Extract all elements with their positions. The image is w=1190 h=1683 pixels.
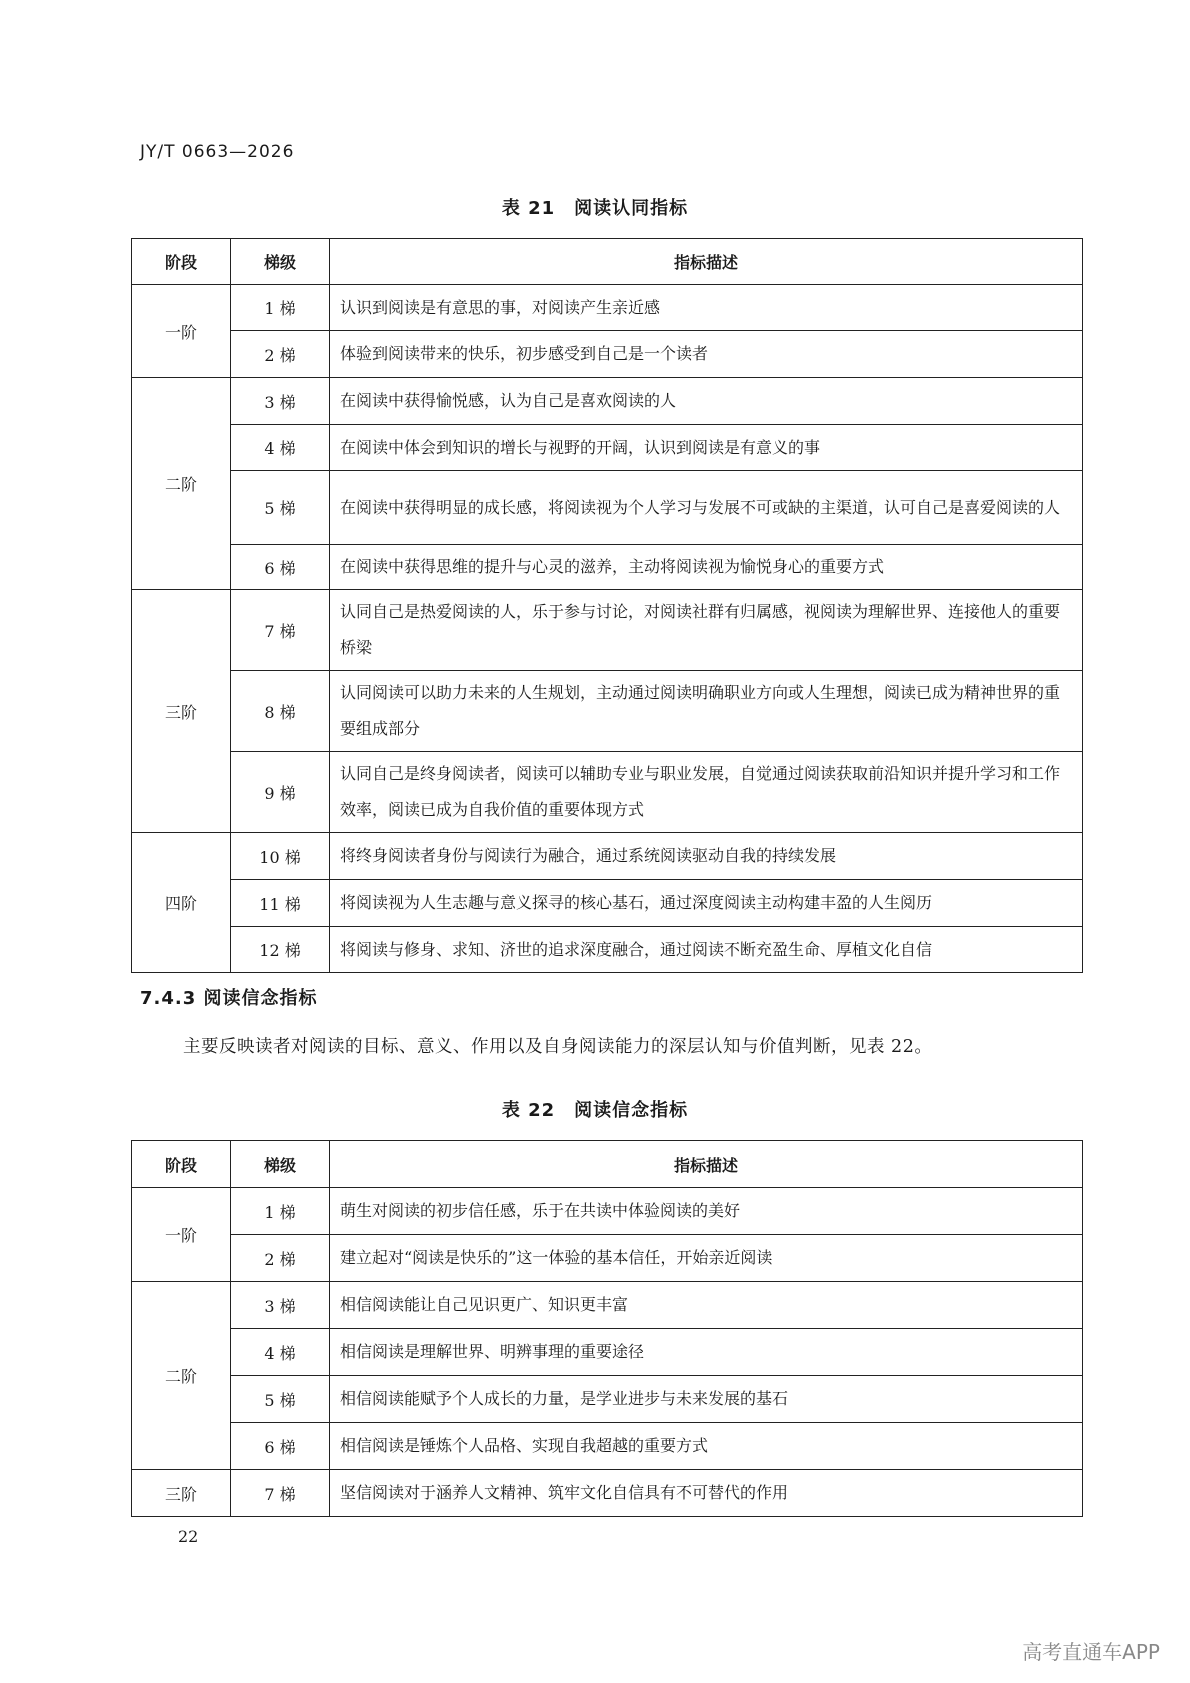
description-cell: 建立起对“阅读是快乐的”这一体验的基本信任，开始亲近阅读 [330,1235,1083,1282]
description-cell: 在阅读中体会到知识的增长与视野的开阔，认识到阅读是有意义的事 [330,425,1083,471]
column-header-description: 指标描述 [330,239,1083,285]
table-row [132,545,1083,590]
stage-cell: 三阶 [132,590,231,833]
column-header-description: 指标描述 [330,1141,1083,1188]
description-cell: 在阅读中获得思维的提升与心灵的滋养，主动将阅读视为愉悦身心的重要方式 [330,545,1083,590]
description-cell: 萌生对阅读的初步信任感，乐于在共读中体验阅读的美好 [330,1188,1083,1235]
level-cell: 2 梯 [231,331,330,378]
description-cell: 认同自己是热爱阅读的人，乐于参与讨论，对阅读社群有归属感，视阅读为理解世界、连接他人的重要桥梁 [330,590,1083,671]
table-row [132,590,1083,671]
table-row [132,1188,1083,1235]
table-row [132,471,1083,545]
stage-cell: 四阶 [132,833,231,973]
description-cell: 在阅读中获得明显的成长感，将阅读视为个人学习与发展不可或缺的主渠道，认可自己是喜爱阅读的人 [330,471,1083,545]
table-row [132,671,1083,752]
column-header-level: 梯级 [231,239,330,285]
table22-header-row [132,1141,1083,1188]
description-cell: 体验到阅读带来的快乐，初步感受到自己是一个读者 [330,331,1083,378]
table-row [132,285,1083,331]
description-cell: 相信阅读能让自己见识更广、知识更丰富 [330,1282,1083,1329]
table-row [132,752,1083,833]
level-cell: 4 梯 [231,1329,330,1376]
level-cell: 3 梯 [231,378,330,425]
table-row [132,880,1083,927]
document-code: JY/T 0663—2026 [140,142,295,162]
section-heading: 7.4.3 阅读信念指标 [140,988,318,1009]
description-cell: 将终身阅读者身份与阅读行为融合，通过系统阅读驱动自我的持续发展 [330,833,1083,880]
table-row [132,425,1083,471]
description-cell: 相信阅读能赋予个人成长的力量，是学业进步与未来发展的基石 [330,1376,1083,1423]
table21-title: 表 21 阅读认同指标 [501,198,689,219]
section-paragraph: 主要反映读者对阅读的目标、意义、作用以及自身阅读能力的深层认知与价值判断，见表 22。 [183,1037,933,1057]
description-cell: 相信阅读是锤炼个人品格、实现自我超越的重要方式 [330,1423,1083,1470]
level-cell: 10 梯 [231,833,330,880]
table-row [132,378,1083,425]
level-cell: 5 梯 [231,471,330,545]
description-cell: 认识到阅读是有意思的事，对阅读产生亲近感 [330,285,1083,331]
description-cell: 坚信阅读对于涵养人文精神、筑牢文化自信具有不可替代的作用 [330,1470,1083,1517]
column-header-stage: 阶段 [132,1141,231,1188]
table-row [132,1235,1083,1282]
description-cell: 相信阅读是理解世界、明辨事理的重要途径 [330,1329,1083,1376]
table-row [132,1282,1083,1329]
level-cell: 11 梯 [231,880,330,927]
watermark: 高考直通车APP [1022,1640,1160,1664]
stage-cell: 一阶 [132,1188,231,1282]
column-header-stage: 阶段 [132,239,231,285]
table22 [131,1140,1083,1517]
table-row [132,1423,1083,1470]
level-cell: 7 梯 [231,1470,330,1517]
stage-cell: 三阶 [132,1470,231,1517]
column-header-level: 梯级 [231,1141,330,1188]
level-cell: 6 梯 [231,545,330,590]
stage-cell: 二阶 [132,1282,231,1470]
description-cell: 认同自己是终身阅读者，阅读可以辅助专业与职业发展，自觉通过阅读获取前沿知识并提升学习和工作效率，阅读已成为自我价值的重要体现方式 [330,752,1083,833]
level-cell: 6 梯 [231,1423,330,1470]
page-number: 22 [178,1527,199,1546]
table-row [132,1329,1083,1376]
description-cell: 将阅读与修身、求知、济世的追求深度融合，通过阅读不断充盈生命、厚植文化自信 [330,927,1083,973]
level-cell: 12 梯 [231,927,330,973]
level-cell: 9 梯 [231,752,330,833]
stage-cell: 一阶 [132,285,231,378]
table-row [132,1470,1083,1517]
table-row [132,927,1083,973]
table22-title: 表 22 阅读信念指标 [501,1100,689,1121]
table21-header-row [132,239,1083,285]
table-row [132,833,1083,880]
description-cell: 认同阅读可以助力未来的人生规划，主动通过阅读明确职业方向或人生理想，阅读已成为精神世界的重要组成部分 [330,671,1083,752]
level-cell: 5 梯 [231,1376,330,1423]
table-row [132,1376,1083,1423]
description-cell: 将阅读视为人生志趣与意义探寻的核心基石，通过深度阅读主动构建丰盈的人生阅历 [330,880,1083,927]
stage-cell: 二阶 [132,378,231,590]
level-cell: 2 梯 [231,1235,330,1282]
description-cell: 在阅读中获得愉悦感，认为自己是喜欢阅读的人 [330,378,1083,425]
table-row [132,331,1083,378]
level-cell: 4 梯 [231,425,330,471]
level-cell: 1 梯 [231,1188,330,1235]
level-cell: 1 梯 [231,285,330,331]
level-cell: 3 梯 [231,1282,330,1329]
level-cell: 7 梯 [231,590,330,671]
level-cell: 8 梯 [231,671,330,752]
table21 [131,238,1083,973]
